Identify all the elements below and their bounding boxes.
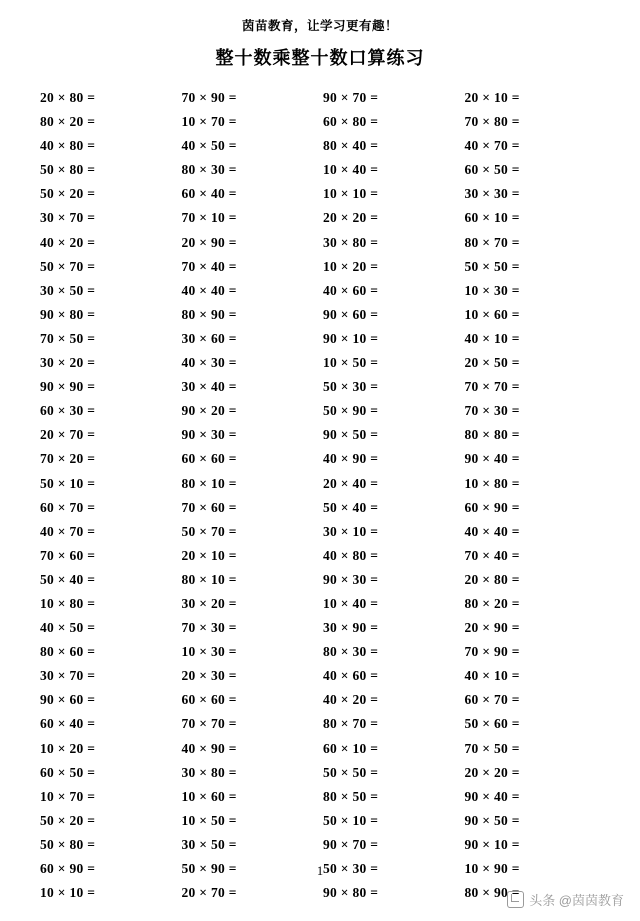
problem-cell: 60 × 10 = xyxy=(464,210,520,226)
problem-cell: 50 × 40 = xyxy=(323,499,379,515)
problem-cell: 10 × 20 = xyxy=(40,740,96,756)
problem-cell: 40 × 50 = xyxy=(181,138,237,154)
problem-cell: 10 × 50 = xyxy=(181,812,237,828)
brand-line: 茵苗教育，让学习更有趣！ xyxy=(241,19,398,33)
problem-cell: 30 × 70 = xyxy=(40,210,96,226)
problem-cell: 20 × 20 = xyxy=(464,764,520,780)
problem-cell: 50 × 50 = xyxy=(464,258,520,274)
problem-cell: 10 × 30 = xyxy=(464,282,520,298)
problem-cell: 20 × 30 = xyxy=(181,668,237,684)
problem-cell: 20 × 80 = xyxy=(464,571,520,587)
problem-cell: 60 × 40 = xyxy=(40,716,96,732)
problem-cell: 70 × 20 = xyxy=(40,451,96,467)
problem-cell: 60 × 50 = xyxy=(40,764,96,780)
problem-cell: 30 × 40 = xyxy=(181,379,237,395)
problem-cell: 60 × 60 = xyxy=(181,451,237,467)
problem-cell: 80 × 60 = xyxy=(40,644,96,660)
problem-cell: 50 × 50 = xyxy=(323,764,379,780)
problem-cell: 50 × 70 = xyxy=(181,523,237,539)
problem-cell: 40 × 70 = xyxy=(464,138,520,154)
problem-cell: 30 × 80 = xyxy=(323,234,379,250)
problem-cell: 60 × 80 = xyxy=(323,114,379,130)
problem-cell: 30 × 50 = xyxy=(40,282,96,298)
problem-cell: 70 × 70 = xyxy=(464,379,520,395)
problem-cell: 60 × 40 = xyxy=(181,186,237,202)
problem-cell: 50 × 10 = xyxy=(40,475,96,491)
watermark xyxy=(507,890,624,909)
problem-cell: 30 × 20 = xyxy=(181,595,237,611)
problem-cell: 10 × 40 = xyxy=(323,162,379,178)
problem-cell: 90 × 10 = xyxy=(323,330,379,346)
problem-cell: 40 × 20 = xyxy=(40,234,96,250)
problem-cell: 40 × 80 = xyxy=(323,547,379,563)
problem-cell: 70 × 50 = xyxy=(464,740,520,756)
problem-cell: 70 × 90 = xyxy=(464,644,520,660)
problem-cell: 50 × 70 = xyxy=(40,258,96,274)
problem-cell: 60 × 60 = xyxy=(181,692,237,708)
problem-cell: 50 × 40 = xyxy=(40,571,96,587)
problem-cell: 40 × 20 = xyxy=(323,692,379,708)
problem-cell: 20 × 50 = xyxy=(464,355,520,371)
problem-cell: 10 × 10 = xyxy=(323,186,379,202)
problem-cell: 50 × 30 = xyxy=(323,861,379,876)
problem-cell: 20 × 70 = xyxy=(40,427,96,443)
problem-cell: 50 × 90 = xyxy=(323,403,379,419)
problem-cell: 40 × 70 = xyxy=(40,523,96,539)
problem-cell: 20 × 10 = xyxy=(464,90,520,105)
problem-cell: 20 × 90 = xyxy=(464,620,520,636)
problem-cell: 20 × 20 = xyxy=(323,210,379,226)
problem-cell: 80 × 70 = xyxy=(464,234,520,250)
problem-cell: 80 × 90 = xyxy=(464,885,520,901)
problem-cell: 80 × 10 = xyxy=(181,571,237,587)
problem-cell: 80 × 30 = xyxy=(181,162,237,178)
problem-cell: 50 × 20 = xyxy=(40,812,96,828)
problem-cell: 10 × 60 = xyxy=(464,306,520,322)
problem-cell: 80 × 50 = xyxy=(323,788,379,804)
problem-cell: 80 × 90 = xyxy=(181,306,237,322)
problem-cell: 20 × 10 = xyxy=(181,547,237,563)
problem-cell: 70 × 40 = xyxy=(181,258,237,274)
problem-cell: 90 × 70 = xyxy=(323,90,379,105)
problem-cell: 90 × 50 = xyxy=(464,812,520,828)
app-logo-icon xyxy=(507,891,524,908)
problem-cell: 80 × 30 = xyxy=(323,644,379,660)
problem-cell: 70 × 70 = xyxy=(181,716,237,732)
problem-cell: 40 × 30 = xyxy=(181,355,237,371)
problem-cell: 80 × 40 = xyxy=(323,138,379,154)
problem-cell: 90 × 90 = xyxy=(40,379,96,395)
problem-cell: 20 × 80 = xyxy=(40,90,96,105)
problem-cell: 70 × 10 = xyxy=(181,210,237,226)
problem-cell: 60 × 10 = xyxy=(323,740,379,756)
problem-cell: 60 × 90 = xyxy=(40,861,96,876)
problem-cell: 50 × 60 = xyxy=(464,716,520,732)
problem-cell: 80 × 20 = xyxy=(40,114,96,130)
problem-cell: 90 × 60 = xyxy=(323,306,379,322)
problem-cell: 70 × 30 = xyxy=(464,403,520,419)
problem-cell: 90 × 10 = xyxy=(464,836,520,852)
problem-cell: 50 × 90 = xyxy=(181,861,237,876)
problem-cell: 90 × 50 = xyxy=(323,427,379,443)
watermark-label: 头条 @茵茵教育 xyxy=(529,893,624,908)
problem-cell: 40 × 50 = xyxy=(40,620,96,636)
problem-cell: 90 × 40 = xyxy=(464,788,520,804)
problem-cell: 10 × 70 = xyxy=(181,114,237,130)
problem-cell: 30 × 90 = xyxy=(323,620,379,636)
problem-cell: 20 × 40 = xyxy=(323,475,379,491)
problem-cell: 10 × 50 = xyxy=(323,355,379,371)
problem-cell: 40 × 60 = xyxy=(323,668,379,684)
problem-cell: 70 × 30 = xyxy=(181,620,237,636)
problem-cell: 90 × 20 = xyxy=(181,403,237,419)
page-title: 整十数乘整十数口算练习 xyxy=(215,48,425,68)
problem-cell: 90 × 60 = xyxy=(40,692,96,708)
problem-cell: 20 × 90 = xyxy=(181,234,237,250)
problem-cell: 40 × 10 = xyxy=(464,330,520,346)
problem-cell: 10 × 80 = xyxy=(40,595,96,611)
problem-cell: 70 × 40 = xyxy=(464,547,520,563)
problem-cell: 80 × 10 = xyxy=(181,475,237,491)
problem-cell: 60 × 70 = xyxy=(40,499,96,515)
problem-cell: 70 × 80 = xyxy=(464,114,520,130)
problem-cell: 80 × 70 = xyxy=(323,716,379,732)
problem-grid xyxy=(0,86,640,905)
problem-cell: 30 × 50 = xyxy=(181,836,237,852)
problem-cell: 40 × 80 = xyxy=(40,138,96,154)
problem-cell: 60 × 90 = xyxy=(464,499,520,515)
problem-cell: 70 × 50 = xyxy=(40,330,96,346)
problem-cell: 70 × 60 = xyxy=(181,499,237,515)
problem-cell: 90 × 80 = xyxy=(40,306,96,322)
problem-cell: 90 × 30 = xyxy=(323,571,379,587)
problem-cell: 40 × 40 = xyxy=(464,523,520,539)
problem-cell: 10 × 80 = xyxy=(464,475,520,491)
problem-cell: 80 × 20 = xyxy=(464,595,520,611)
problem-cell: 90 × 80 = xyxy=(323,885,379,901)
problem-cell: 90 × 70 = xyxy=(323,836,379,852)
problem-cell: 50 × 20 = xyxy=(40,186,96,202)
problem-cell: 10 × 60 = xyxy=(181,788,237,804)
page-number: 1 xyxy=(316,864,324,878)
problem-cell: 60 × 70 = xyxy=(464,692,520,708)
problem-cell: 50 × 80 = xyxy=(40,162,96,178)
problem-cell: 50 × 10 = xyxy=(323,812,379,828)
problem-cell: 30 × 30 = xyxy=(464,186,520,202)
problem-cell: 50 × 80 = xyxy=(40,836,96,852)
problem-cell: 30 × 10 = xyxy=(323,523,379,539)
problem-cell: 10 × 90 = xyxy=(464,861,520,876)
problem-cell: 80 × 80 = xyxy=(464,427,520,443)
problem-cell: 70 × 60 = xyxy=(40,547,96,563)
problem-cell: 10 × 30 = xyxy=(181,644,237,660)
problem-cell: 10 × 10 = xyxy=(40,885,96,901)
problem-cell: 70 × 90 = xyxy=(181,90,237,105)
problem-cell: 40 × 90 = xyxy=(181,740,237,756)
problem-cell: 90 × 30 = xyxy=(181,427,237,443)
problem-cell: 10 × 20 = xyxy=(323,258,379,274)
problem-cell: 30 × 60 = xyxy=(181,330,237,346)
problem-cell: 60 × 50 = xyxy=(464,162,520,178)
problem-cell: 10 × 70 = xyxy=(40,788,96,804)
problem-cell: 10 × 40 = xyxy=(323,595,379,611)
problem-cell: 40 × 40 = xyxy=(181,282,237,298)
problem-cell: 90 × 40 = xyxy=(464,451,520,467)
problem-cell: 60 × 30 = xyxy=(40,403,96,419)
problem-cell: 40 × 60 = xyxy=(323,282,379,298)
problem-cell: 40 × 90 = xyxy=(323,451,379,467)
problem-cell: 30 × 80 = xyxy=(181,764,237,780)
problem-cell: 50 × 30 = xyxy=(323,379,379,395)
problem-cell: 20 × 70 = xyxy=(181,885,237,901)
problem-cell: 30 × 20 = xyxy=(40,355,96,371)
problem-cell: 40 × 10 = xyxy=(464,668,520,684)
worksheet-page xyxy=(0,16,640,921)
problem-cell: 30 × 70 = xyxy=(40,668,96,684)
